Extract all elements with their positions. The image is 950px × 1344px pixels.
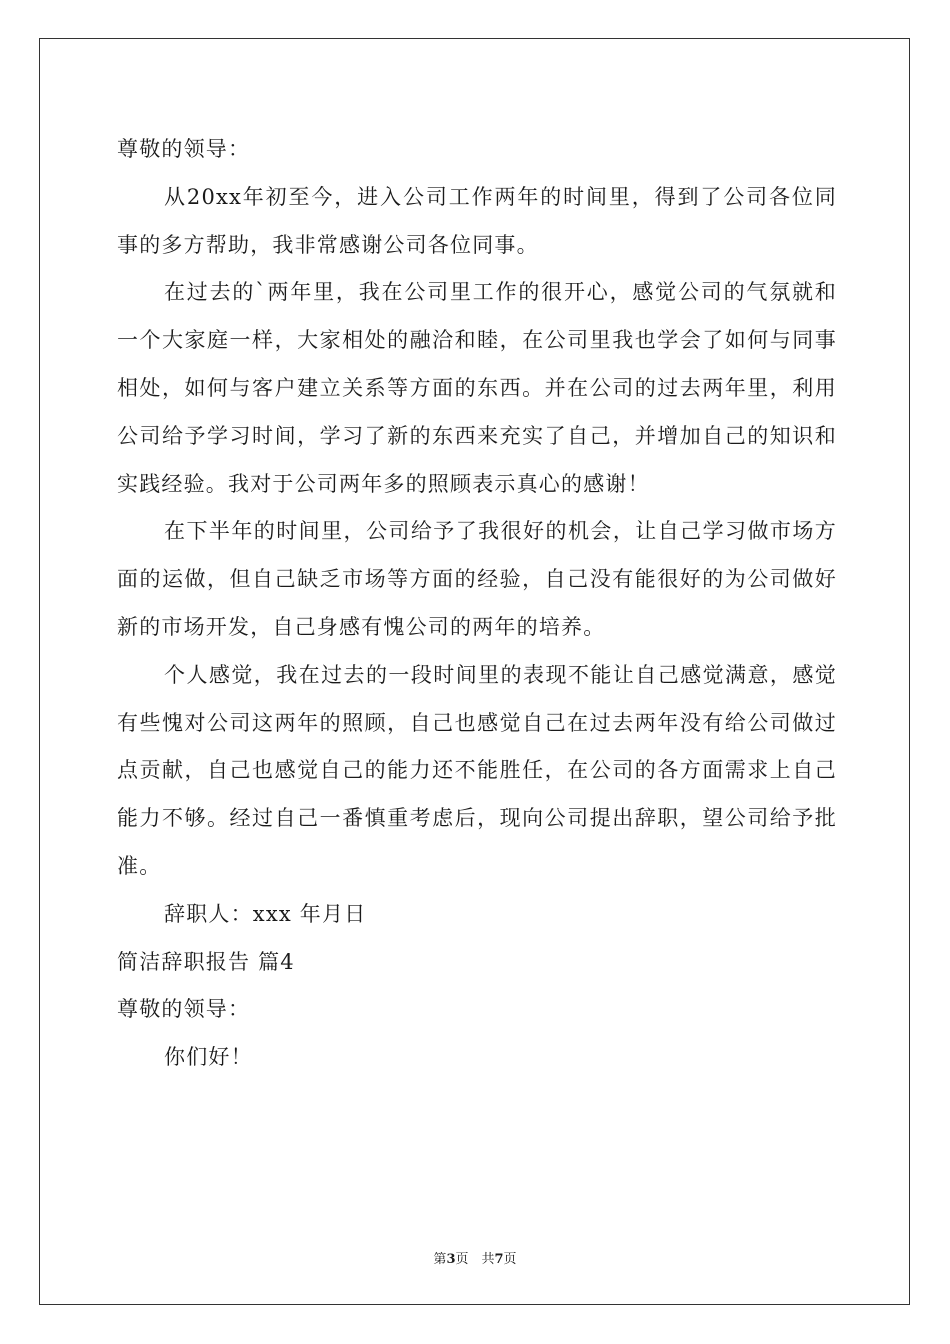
section-title: 简洁辞职报告 篇4 — [117, 949, 295, 974]
current-page-number: 3 — [446, 1252, 456, 1267]
salutation-second: 尊敬的领导： — [117, 997, 251, 1022]
salutation: 尊敬的领导： — [117, 137, 251, 161]
signature-line: 辞职人：xxx 年月日 — [164, 901, 367, 926]
paragraph-resignation: 个人感觉，我在过去的一段时间里的表现不能让自己感觉满意，感觉有些愧对公司这两年的照顾，自己也感觉自己在过去两年没有给公司做过点贡献，自己也感觉自己的能力还不能胜任，在公司的各方面需求上自己能力不够。经过自己一番慎重考虑后，现向公司提出辞职，望公司给予批准。 — [117, 662, 837, 878]
page-prefix: 第 — [433, 1252, 447, 1267]
paragraph-thanks: 从20xx年初至今，进入公司工作两年的时间里，得到了公司各位同事的多方帮助，我非常感谢公司各位同事。 — [117, 184, 837, 257]
greeting: 你们好！ — [164, 1045, 253, 1070]
page-footer — [0, 1248, 950, 1267]
paragraph-market: 在下半年的时间里，公司给予了我很好的机会，让自己学习做市场方面的运做，但自己缺乏市场等方面的经验，自己没有能很好的为公司做好新的市场开发，自己身感有愧公司的两年的培养。 — [117, 519, 837, 639]
document-body — [117, 126, 837, 1082]
paragraph-experience: 在过去的`两年里，我在公司里工作的很开心，感觉公司的气氛就和一个大家庭一样，大家相处的融洽和睦，在公司里我也学会了如何与同事相处，如何与客户建立关系等方面的东西。并在公司的过去两年里，利用公司给予学习时间，学习了新的东西来充实了自己，并增加自己的知识和实践经验。我对于公司两年多的照顾表示真心的感谢！ — [117, 280, 837, 496]
total-page-number: 7 — [494, 1252, 504, 1267]
page-suffix: 页 — [503, 1252, 517, 1267]
page-mid: 页 共 — [455, 1252, 495, 1267]
